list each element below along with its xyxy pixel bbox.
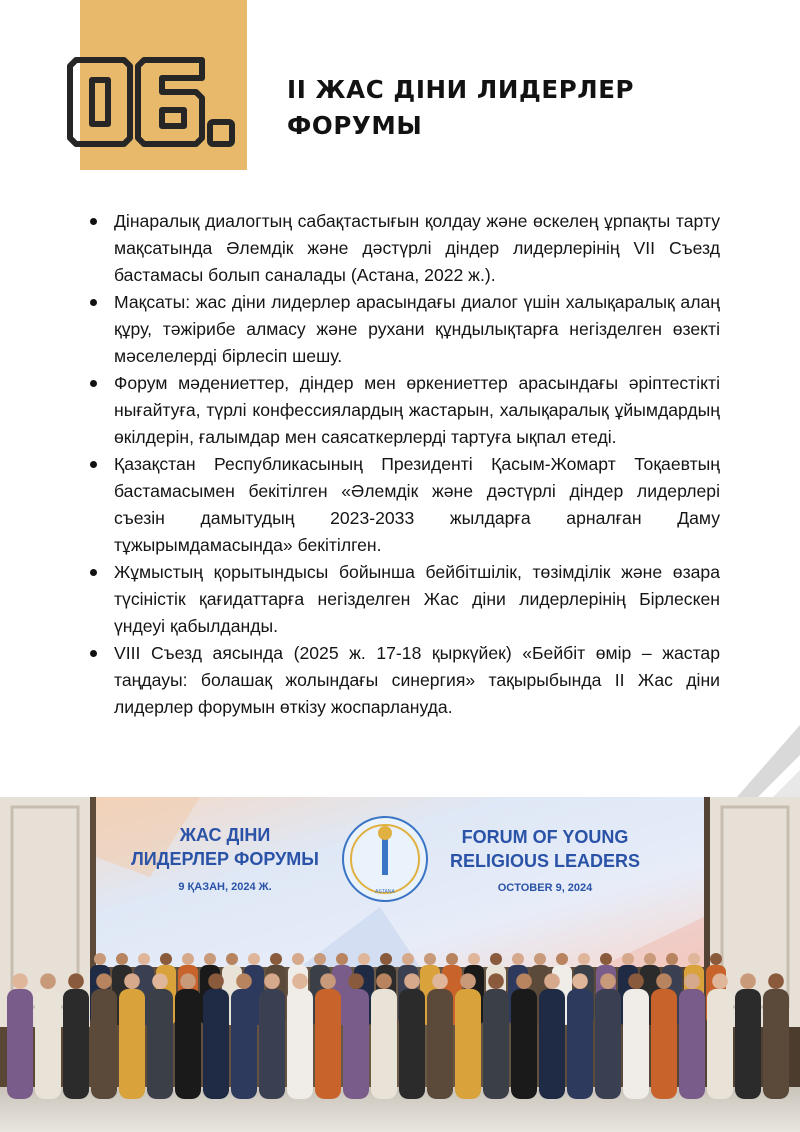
person-head [292,953,304,965]
person-silhouette [147,989,173,1099]
banner-kz-line1: ЖАС ДІНИ [179,825,271,845]
person-silhouette [287,989,313,1099]
person-head [556,953,568,965]
person-head [712,973,728,989]
page-title [287,72,767,144]
person-head [666,953,678,965]
person-silhouette [623,989,649,1099]
person-head [292,973,308,989]
person-head [348,973,364,989]
person-silhouette [539,989,565,1099]
person-silhouette [91,989,117,1099]
person-head [358,953,370,965]
person-head [424,953,436,965]
person-silhouette [399,989,425,1099]
person-silhouette [595,989,621,1099]
person-silhouette [651,989,677,1099]
person-head [402,953,414,965]
list-item: Жұмыстың қорытындысы бойынша бейбітшілік, төзімділік және өзара түсіністік қағидаттарға негізделген Жас діни лидерлерінің Бірлескен үндеуі қабылданды. [88,559,720,640]
banner-en-date: OCTOBER 9, 2024 [497,882,593,894]
person-head [628,973,644,989]
person-head [40,973,56,989]
person-head [204,953,216,965]
person-head [446,953,458,965]
person-head [578,953,590,965]
person-silhouette [679,989,705,1099]
person-head [12,973,28,989]
person-head [432,973,448,989]
person-silhouette [35,989,61,1099]
person-head [490,953,502,965]
person-head [600,953,612,965]
person-head [152,973,168,989]
list-item: Форум мәдениеттер, діндер мен өркениеттер арасындағы әріптестікті нығайтуға, түрлі конфессиялардың жастарын, халықаралық ұйымдардың өкілдерін, ғалымдар мен саясаткерлерді тартуға ықпал етеді. [88,370,720,451]
person-silhouette [343,989,369,1099]
banner-en-line1: FORUM OF YOUNG [461,827,629,847]
person-head [656,973,672,989]
person-head [516,973,532,989]
person-head [684,973,700,989]
person-head [180,973,196,989]
person-head [160,953,172,965]
person-silhouette [427,989,453,1099]
person-head [468,953,480,965]
list-item: VIII Съезд аясында (2025 ж. 17-18 қыркүйек) «Бейбіт өмір – жастар таңдауы: болашақ жолындағы синергия» тақырыбында II Жас діни лидерлер форумын өткізу жоспарлануда. [88,640,720,721]
logo-caption: ASTANA [375,889,395,895]
person-head [688,953,700,965]
person-silhouette [567,989,593,1099]
person-head [208,973,224,989]
decorative-stripes [730,725,800,805]
person-head [248,953,260,965]
section-number [62,56,237,148]
person-head [534,953,546,965]
section-number-text: 06. [62,56,64,57]
person-head [264,973,280,989]
person-silhouette [259,989,285,1099]
person-head [512,953,524,965]
person-head [488,973,504,989]
person-head [270,953,282,965]
person-head [336,953,348,965]
person-silhouette [483,989,509,1099]
page-title-line2: ФОРУМЫ [287,111,423,140]
person-silhouette [7,989,33,1099]
person-silhouette [203,989,229,1099]
person-silhouette [231,989,257,1099]
person-silhouette [175,989,201,1099]
person-head [68,973,84,989]
forum-group-photo [0,797,800,1132]
person-head [138,953,150,965]
person-head [236,973,252,989]
person-silhouette [455,989,481,1099]
banner-kz-date: 9 ҚАЗАН, 2024 Ж. [178,881,272,893]
person-silhouette [119,989,145,1099]
person-silhouette [371,989,397,1099]
person-head [710,953,722,965]
person-head [314,953,326,965]
page-title-line1: II ЖАС ДІНИ ЛИДЕРЛЕР [287,75,635,104]
person-silhouette [707,989,733,1099]
person-head [404,973,420,989]
person-head [460,973,476,989]
person-head [768,973,784,989]
bullet-list [88,208,720,721]
person-head [124,973,140,989]
banner-kz-line2: ЛИДЕРЛЕР ФОРУМЫ [131,849,319,869]
person-head [116,953,128,965]
person-head [740,973,756,989]
person-head [96,973,112,989]
person-silhouette [763,989,789,1099]
person-silhouette [735,989,761,1099]
person-head [94,953,106,965]
person-silhouette [63,989,89,1099]
person-head [644,953,656,965]
person-head [572,973,588,989]
person-head [320,973,336,989]
person-head [600,973,616,989]
list-item: Мақсаты: жас діни лидерлер арасындағы диалог үшін халықаралық алаң құру, тәжірибе алмасу және рухани құндылықтарға негізделген өзекті мәселелерді бірлесіп шешу. [88,289,720,370]
banner-en-line2: RELIGIOUS LEADERS [449,851,641,871]
person-silhouette [315,989,341,1099]
list-item: Дінаралық диалогтың сабақтастығын қолдау және өскелең ұрпақты тарту мақсатында Әлемдік және дәстүрлі діндер лидерлерінің VII Съезд бастамасы болып саналады (Астана, 2022 ж.). [88,208,720,289]
person-head [380,953,392,965]
person-head [622,953,634,965]
person-silhouette [511,989,537,1099]
person-head [376,973,392,989]
list-item: Қазақстан Республикасының Президенті Қасым-Жомарт Тоқаевтың бастамасымен бекітілген «Әлемдік және дәстүрлі діндер лидерлері съезін дамытудың 2023-2033 жылдарға арналған Даму тұжырымдамасында» бекітілген. [88,451,720,559]
person-head [182,953,194,965]
person-head [226,953,238,965]
person-head [544,973,560,989]
